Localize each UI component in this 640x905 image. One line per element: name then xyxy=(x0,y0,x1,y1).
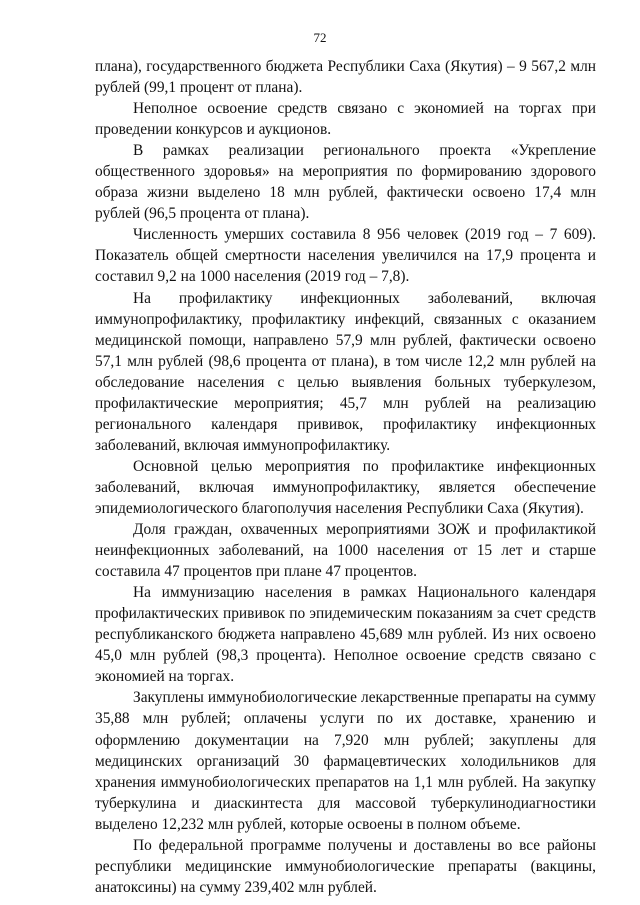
paragraph-continuation: плана), государственного бюджета Республики Саха (Якутия) – 9 567,2 млн рублей (99,1 процент от плана). xyxy=(95,58,596,97)
page-number: 72 xyxy=(313,30,327,45)
paragraph: В рамках реализации регионального проекта «Укрепление общественного здоровья» на мероприятия по формированию здорового образа жизни выделено 18 млн рублей, фактически освоено 17,4 млн рублей (96,5 процента от плана). xyxy=(95,142,596,223)
paragraph: На иммунизацию населения в рамках Национального календаря профилактических прививок по эпидемическим показаниям за счет средств республиканского бюджета направлено 45,689 млн рублей. Из них освоено 45,0 млн рублей (98,3 процента). Неполное освоение средств связано с экономией на торгах. xyxy=(95,584,596,686)
paragraph: Неполное освоение средств связано с экономией на торгах при проведении конкурсов и аукционов. xyxy=(95,100,596,139)
paragraph: Доля граждан, охваченных мероприятиями ЗОЖ и профилактикой неинфекционных заболеваний, на 1000 населения от 15 лет и старше составила 47 процентов при плане 47 процентов. xyxy=(95,521,596,581)
paragraph: Численность умерших составила 8 956 человек (2019 год – 7 609). Показатель общей смертности населения увеличился на 17,9 процента и составил 9,2 на 1000 населения (2019 год – 7,8). xyxy=(95,226,596,286)
document-body xyxy=(95,56,596,898)
paragraph: Основной целью мероприятия по профилактике инфекционных заболеваний, включая иммунопрофилактику, является обеспечение эпидемиологического благополучия населения Республики Саха (Якутия). xyxy=(95,457,596,517)
paragraph: На профилактику инфекционных заболеваний, включая иммунопрофилактику, профилактику инфекций, связанных с оказанием медицинской помощи, направлено 57,9 млн рублей, фактически освоено 57,1 млн рублей (98,6 процента от плана), в том числе 12,2 млн рублей на обследование населения с целью выявления больных туберкулезом, профилактические мероприятия; 45,7 млн рублей на реализацию регионального календаря прививок, профилактику инфекционных заболеваний, включая иммунопрофилактику. xyxy=(95,289,596,454)
paragraph: Закуплены иммунобиологические лекарственные препараты на сумму 35,88 млн рублей; оплачены услуги по их доставке, хранению и оформлению документации на 7,920 млн рублей; закуплены для медицинских организаций 30 фармацевтических холодильников для хранения иммунобиологических препаратов на 1,1 млн рублей. На закупку туберкулина и диаскинтеста для массовой туберкулинодиагностики выделено 12,232 млн рублей, которые освоены в полном объеме. xyxy=(95,689,596,833)
paragraph: По федеральной программе получены и доставлены во все районы республики медицинские иммунобиологические препараты (вакцины, анатоксины) на сумму 239,402 млн рублей. xyxy=(95,836,596,896)
